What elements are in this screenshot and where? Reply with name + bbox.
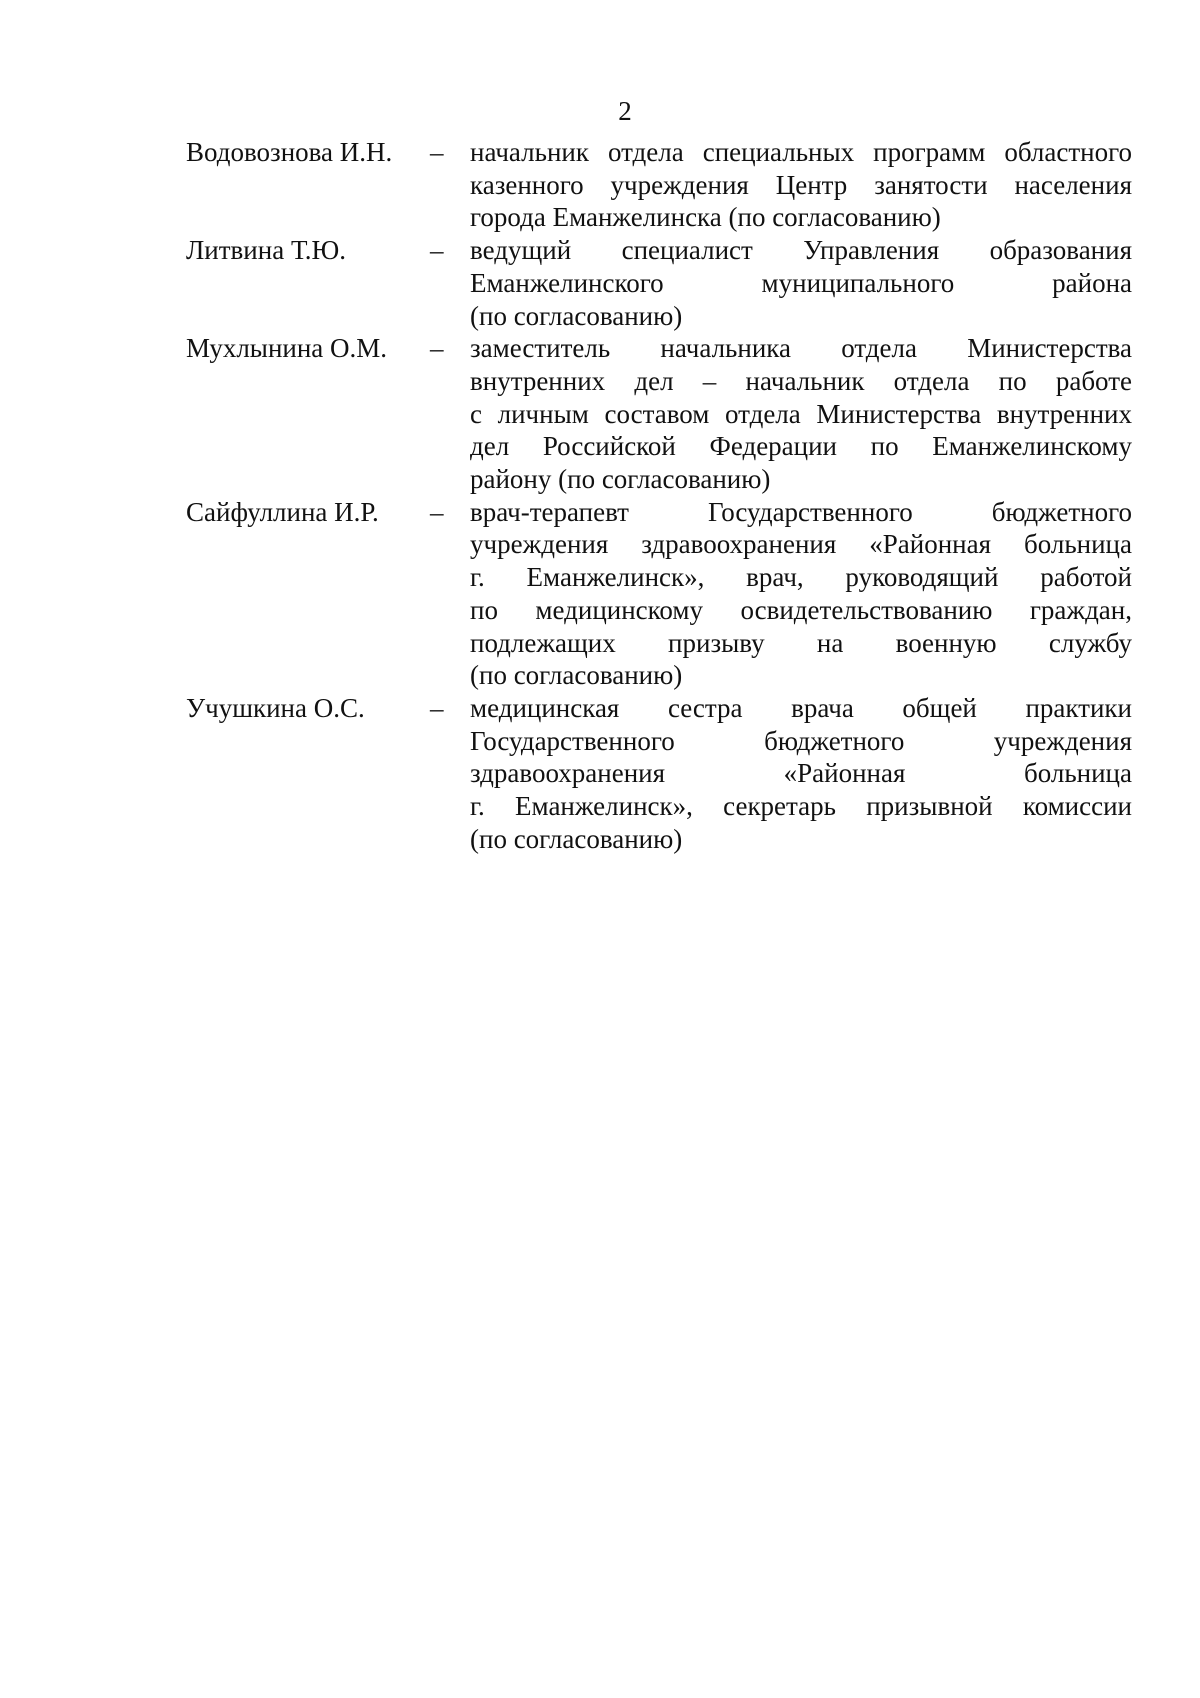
role-line: г. Еманжелинск», врач, руководящий работой [470, 562, 1132, 593]
member-dash: – [430, 692, 444, 723]
role-line: здравоохранения «Районная больница [470, 758, 1132, 789]
member-role [470, 332, 1132, 496]
member-entry [186, 496, 1132, 692]
role-line: Еманжелинского муниципального района [470, 267, 1132, 298]
member-role [470, 496, 1132, 692]
role-line: Государственного бюджетного учреждения [470, 725, 1132, 756]
member-dash: – [430, 333, 444, 364]
role-line: (по согласованию) [470, 300, 683, 331]
member-name: Водовознова И.Н. [186, 137, 393, 167]
member-entry [186, 136, 1132, 234]
role-line: подлежащих призыву на военную службу [470, 627, 1132, 658]
member-role [470, 692, 1132, 856]
role-line: внутренних дел – начальник отдела по работе [470, 365, 1132, 396]
role-line: врач-терапевт Государственного бюджетного [470, 496, 1132, 527]
member-role [470, 136, 1132, 234]
member-dash: – [430, 496, 444, 527]
role-line: по медицинскому освидетельствованию граждан, [470, 594, 1132, 625]
role-line: учреждения здравоохранения «Районная больница [470, 529, 1132, 560]
role-line: району (по согласованию) [470, 464, 771, 495]
member-dash: – [430, 235, 444, 266]
role-line: дел Российской Федерации по Еманжелинскому [470, 431, 1132, 462]
commission-members-list [186, 136, 1132, 855]
member-dash: – [430, 137, 444, 167]
member-entry [186, 332, 1132, 496]
member-name: Литвина Т.Ю. [186, 235, 346, 266]
member-role [470, 234, 1132, 332]
role-line: начальник отдела специальных программ областного [470, 137, 1132, 167]
role-line: г. Еманжелинск», секретарь призывной комиссии [470, 791, 1132, 822]
member-name: Мухлынина О.М. [186, 333, 388, 364]
role-line: с личным составом отдела Министерства внутренних [470, 398, 1132, 429]
role-line: (по согласованию) [470, 823, 683, 854]
role-line: казенного учреждения Центр занятости населения [470, 169, 1132, 200]
member-entry [186, 234, 1132, 332]
role-line: медицинская сестра врача общей практики [470, 692, 1132, 723]
role-line: заместитель начальника отдела Министерства [470, 333, 1132, 364]
member-name: Сайфуллина И.Р. [186, 496, 379, 527]
role-line: (по согласованию) [470, 660, 683, 691]
member-name: Учушкина О.С. [186, 692, 365, 723]
role-line: города Еманжелинска (по согласованию) [470, 202, 941, 233]
page-number: 2 [618, 96, 632, 126]
role-line: ведущий специалист Управления образования [470, 235, 1132, 266]
member-entry [186, 692, 1132, 856]
